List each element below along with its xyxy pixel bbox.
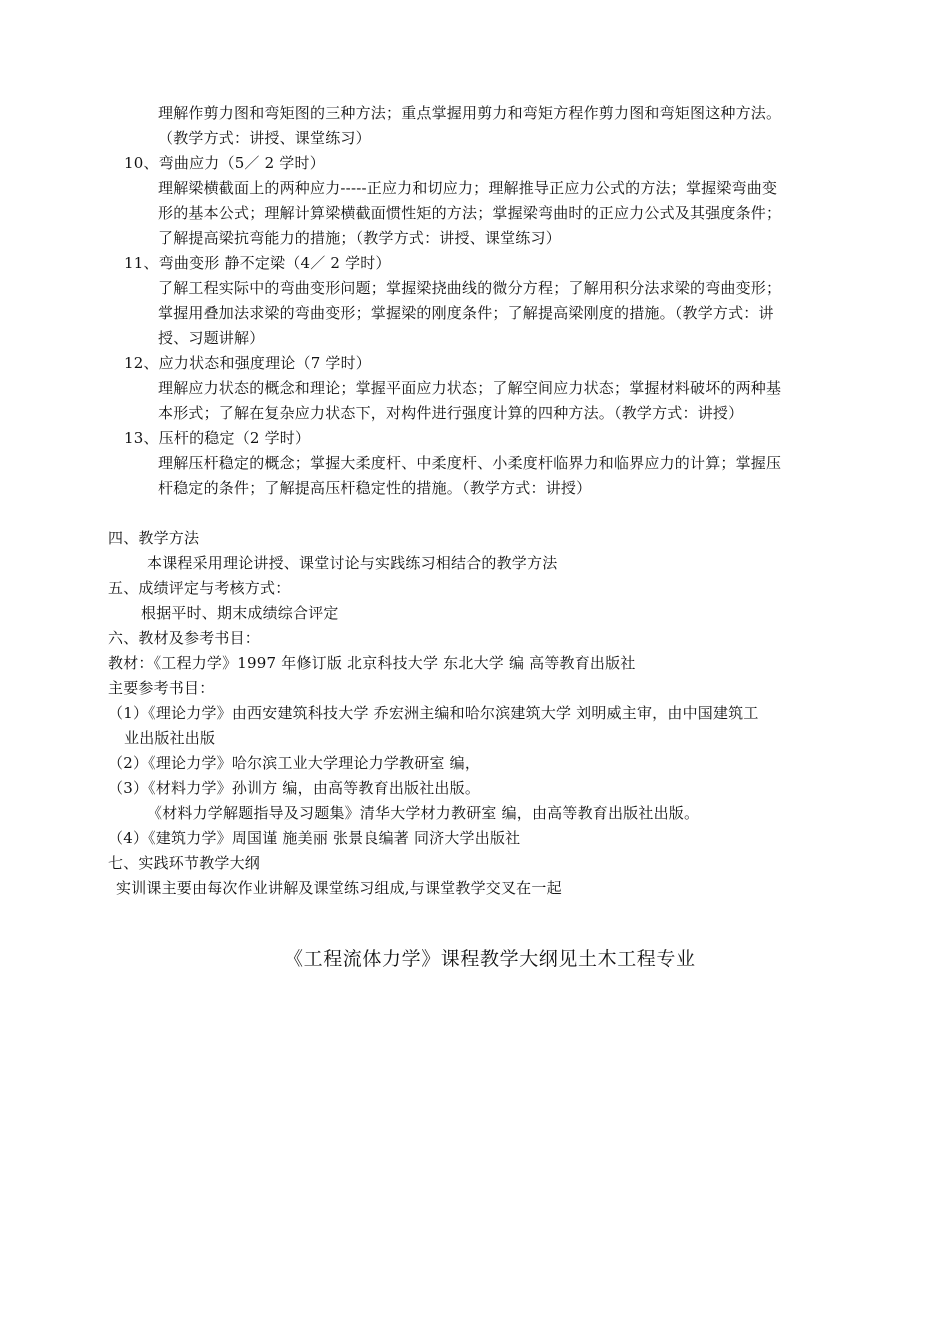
text-line: 主要参考书目：: [108, 679, 215, 697]
text-line: 理解作剪力图和弯矩图的三种方法；重点掌握用剪力和弯矩方程作剪力图和弯矩图这种方法。: [158, 104, 782, 122]
text-line: 本课程采用理论讲授、课堂讨论与实践练习相结合的教学方法: [147, 554, 558, 572]
text-line: 了解提高梁抗弯能力的措施；（教学方式：讲授、课堂练习）: [158, 229, 561, 247]
text-line: 业出版社出版: [124, 729, 216, 747]
chapter-heading: 四、教学方法: [108, 529, 200, 547]
text-line: 理解梁横截面上的两种应力-----正应力和切应力；理解推导正应力公式的方法；掌握梁弯曲变: [158, 179, 778, 197]
text-line: 本形式；了解在复杂应力状态下，对构件进行强度计算的四种方法。（教学方式：讲授）: [158, 404, 744, 422]
section-heading: 10、弯曲应力（5／ 2 学时）: [124, 154, 325, 172]
text-line: 根据平时、期末成绩综合评定: [141, 604, 339, 622]
chapter-heading: 六、教材及参考书目：: [108, 629, 261, 647]
text-line: 形的基本公式；理解计算梁横截面惯性矩的方法；掌握梁弯曲时的正应力公式及其强度条件；: [158, 204, 782, 222]
text-line: 教材：《工程力学》1997 年修订版 北京科技大学 东北大学 编 高等教育出版社: [108, 654, 636, 672]
reference-item: 《材料力学解题指导及习题集》清华大学材力教研室 编，由高等教育出版社出版。: [147, 804, 700, 822]
reference-item: （3）《材料力学》孙训方 编，由高等教育出版社出版。: [108, 779, 481, 797]
reference-item: （4）《建筑力学》周国谨 施美丽 张景良编著 同济大学出版社: [108, 829, 521, 847]
chapter-heading: 五、成绩评定与考核方式：: [108, 579, 291, 597]
text-line: 授、习题讲解）: [158, 329, 265, 347]
section-heading: 12、应力状态和强度理论（7 学时）: [124, 354, 371, 372]
text-line: 实训课主要由每次作业讲解及课堂练习组成,与课堂教学交叉在一起: [116, 879, 562, 897]
text-line: 理解应力状态的概念和理论；掌握平面应力状态；了解空间应力状态；掌握材料破坏的两种基: [158, 379, 782, 397]
section-heading: 13、压杆的稳定（2 学时）: [124, 429, 311, 447]
text-line: 掌握用叠加法求梁的弯曲变形；掌握梁的刚度条件；了解提高梁刚度的措施。（教学方式：讲: [158, 304, 774, 322]
section-heading: 11、弯曲变形 静不定梁（4／ 2 学时）: [124, 254, 391, 272]
text-line: 杆稳定的条件；了解提高压杆稳定性的措施。（教学方式：讲授）: [158, 479, 592, 497]
reference-item: （2）《理论力学》哈尔滨工业大学理论力学教研室 编，: [108, 754, 481, 772]
text-line: 了解工程实际中的弯曲变形问题；掌握梁挠曲线的微分方程；了解用积分法求梁的弯曲变形；: [158, 279, 782, 297]
text-line: （教学方式：讲授、课堂练习）: [158, 129, 371, 147]
text-line: 理解压杆稳定的概念；掌握大柔度杆、中柔度杆、小柔度杆临界力和临界应力的计算；掌握压: [158, 454, 782, 472]
reference-item: （1）《理论力学》由西安建筑科技大学 乔宏洲主编和哈尔滨建筑大学 刘明威主审，由中国建筑工: [108, 704, 759, 722]
chapter-heading: 七、实践环节教学大纲: [108, 854, 261, 872]
closing-title: 《工程流体力学》课程教学大纲见土木工程专业: [284, 948, 696, 970]
